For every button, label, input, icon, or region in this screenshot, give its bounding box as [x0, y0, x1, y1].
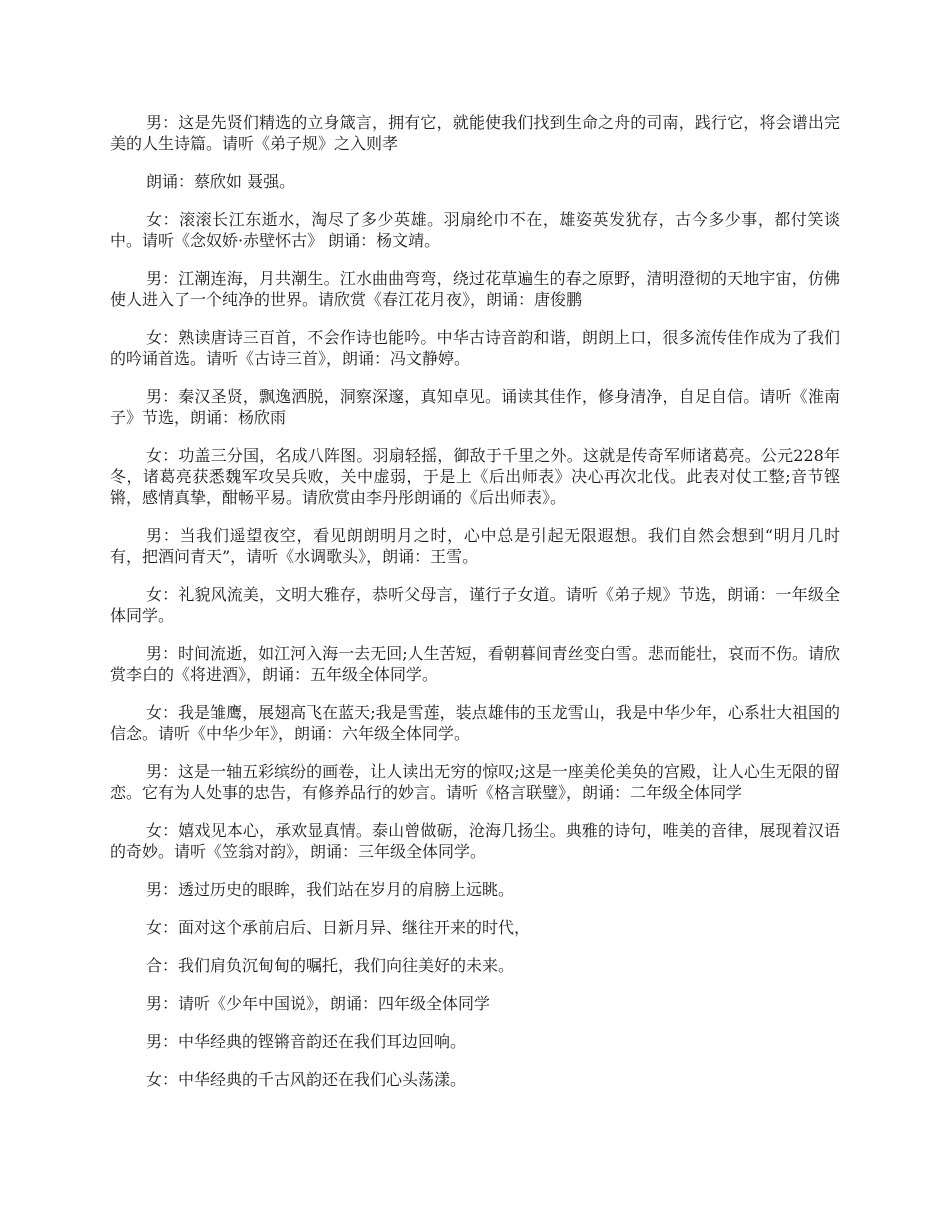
paragraph-19: 女：中华经典的千古风韵还在我们心头荡漾。	[146, 1070, 467, 1089]
paragraph-15: 女：面对这个承前启后、日新月异、继往开来的时代，	[146, 918, 531, 937]
document-body	[110, 112, 840, 1107]
paragraph-7: 女：功盖三分国，名成八阵图。羽扇轻摇，御敌于千里之外。这就是传奇军师诸葛亮。公元228年冬，诸葛亮获悉魏军攻吴兵败，关中虚弱，于是上《后出师表》决心再次北伐。此表对仗工整;音节铿锵，感情真挚，酣畅平易。请欣赏由李丹彤朗诵的《后出师表》。	[110, 446, 840, 507]
paragraph-8: 男：当我们遥望夜空，看见朗朗明月之时，心中总是引起无限遐想。我们自然会想到“明月几时有，把酒问青天”，请听《水调歌头》，朗诵：王雪。	[110, 526, 840, 566]
paragraph-13: 女：嬉戏见本心，承欢显真情。泰山曾做砺，沧海几扬尘。典雅的诗句，唯美的音律，展现着汉语的奇妙。请听《笠翁对韵》，朗诵：三年级全体同学。	[110, 821, 840, 861]
paragraph-18: 男：中华经典的铿锵音韵还在我们耳边回响。	[146, 1032, 467, 1051]
paragraph-4: 男：江潮连海，月共潮生。江水曲曲弯弯，绕过花草遍生的春之原野，清明澄彻的天地宇宙，仿佛使人进入了一个纯净的世界。请欣赏《春江花月夜》，朗诵：唐俊鹏	[110, 269, 840, 309]
paragraph-16: 合：我们肩负沉甸甸的嘱托，我们向往美好的未来。	[146, 956, 515, 975]
paragraph-10: 男：时间流逝，如江河入海一去无回;人生苦短，看朝暮间青丝变白雪。悲而能壮，哀而不伤。请欣赏李白的《将进酒》，朗诵：五年级全体同学。	[110, 644, 840, 684]
paragraph-11: 女：我是雏鹰，展翅高飞在蓝天;我是雪莲，装点雄伟的玉龙雪山，我是中华少年，心系壮大祖国的信念。请听《中华少年》，朗诵：六年级全体同学。	[110, 703, 840, 743]
paragraph-2: 朗诵：蔡欣如 聂强。	[146, 172, 296, 191]
paragraph-5: 女：熟读唐诗三百首，不会作诗也能吟。中华古诗音韵和谐，朗朗上口，很多流传佳作成为了我们的吟诵首选。请听《古诗三首》，朗诵：冯文静婷。	[110, 328, 840, 368]
paragraph-1: 男：这是先贤们精选的立身箴言，拥有它，就能使我们找到生命之舟的司南，践行它，将会谱出完美的人生诗篇。请听《弟子规》之入则孝	[110, 113, 840, 153]
paragraph-3: 女：滚滚长江东逝水，淘尽了多少英雄。羽扇纶巾不在，雄姿英发犹存，古今多少事，都付笑谈中。请听《念奴娇·赤壁怀古》 朗诵：杨文靖。	[110, 210, 840, 250]
paragraph-12: 男：这是一轴五彩缤纷的画卷，让人读出无穷的惊叹;这是一座美伦美奂的宫殿，让人心生无限的留恋。它有为人处事的忠告，有修养品行的妙言。请听《格言联璧》，朗诵：二年级全体同学	[110, 762, 840, 802]
paragraph-9: 女：礼貌风流美，文明大雅存，恭听父母言，谨行子女道。请听《弟子规》节选，朗诵：一年级全体同学。	[110, 585, 840, 625]
paragraph-14: 男：透过历史的眼眸，我们站在岁月的肩膀上远眺。	[146, 880, 515, 899]
paragraph-6: 男：秦汉圣贤，飘逸洒脱，洞察深邃，真知卓见。诵读其佳作，修身清净，自足自信。请听《淮南子》节选，朗诵：杨欣雨	[110, 387, 840, 427]
paragraph-17: 男：请听《少年中国说》，朗诵：四年级全体同学	[146, 994, 491, 1013]
